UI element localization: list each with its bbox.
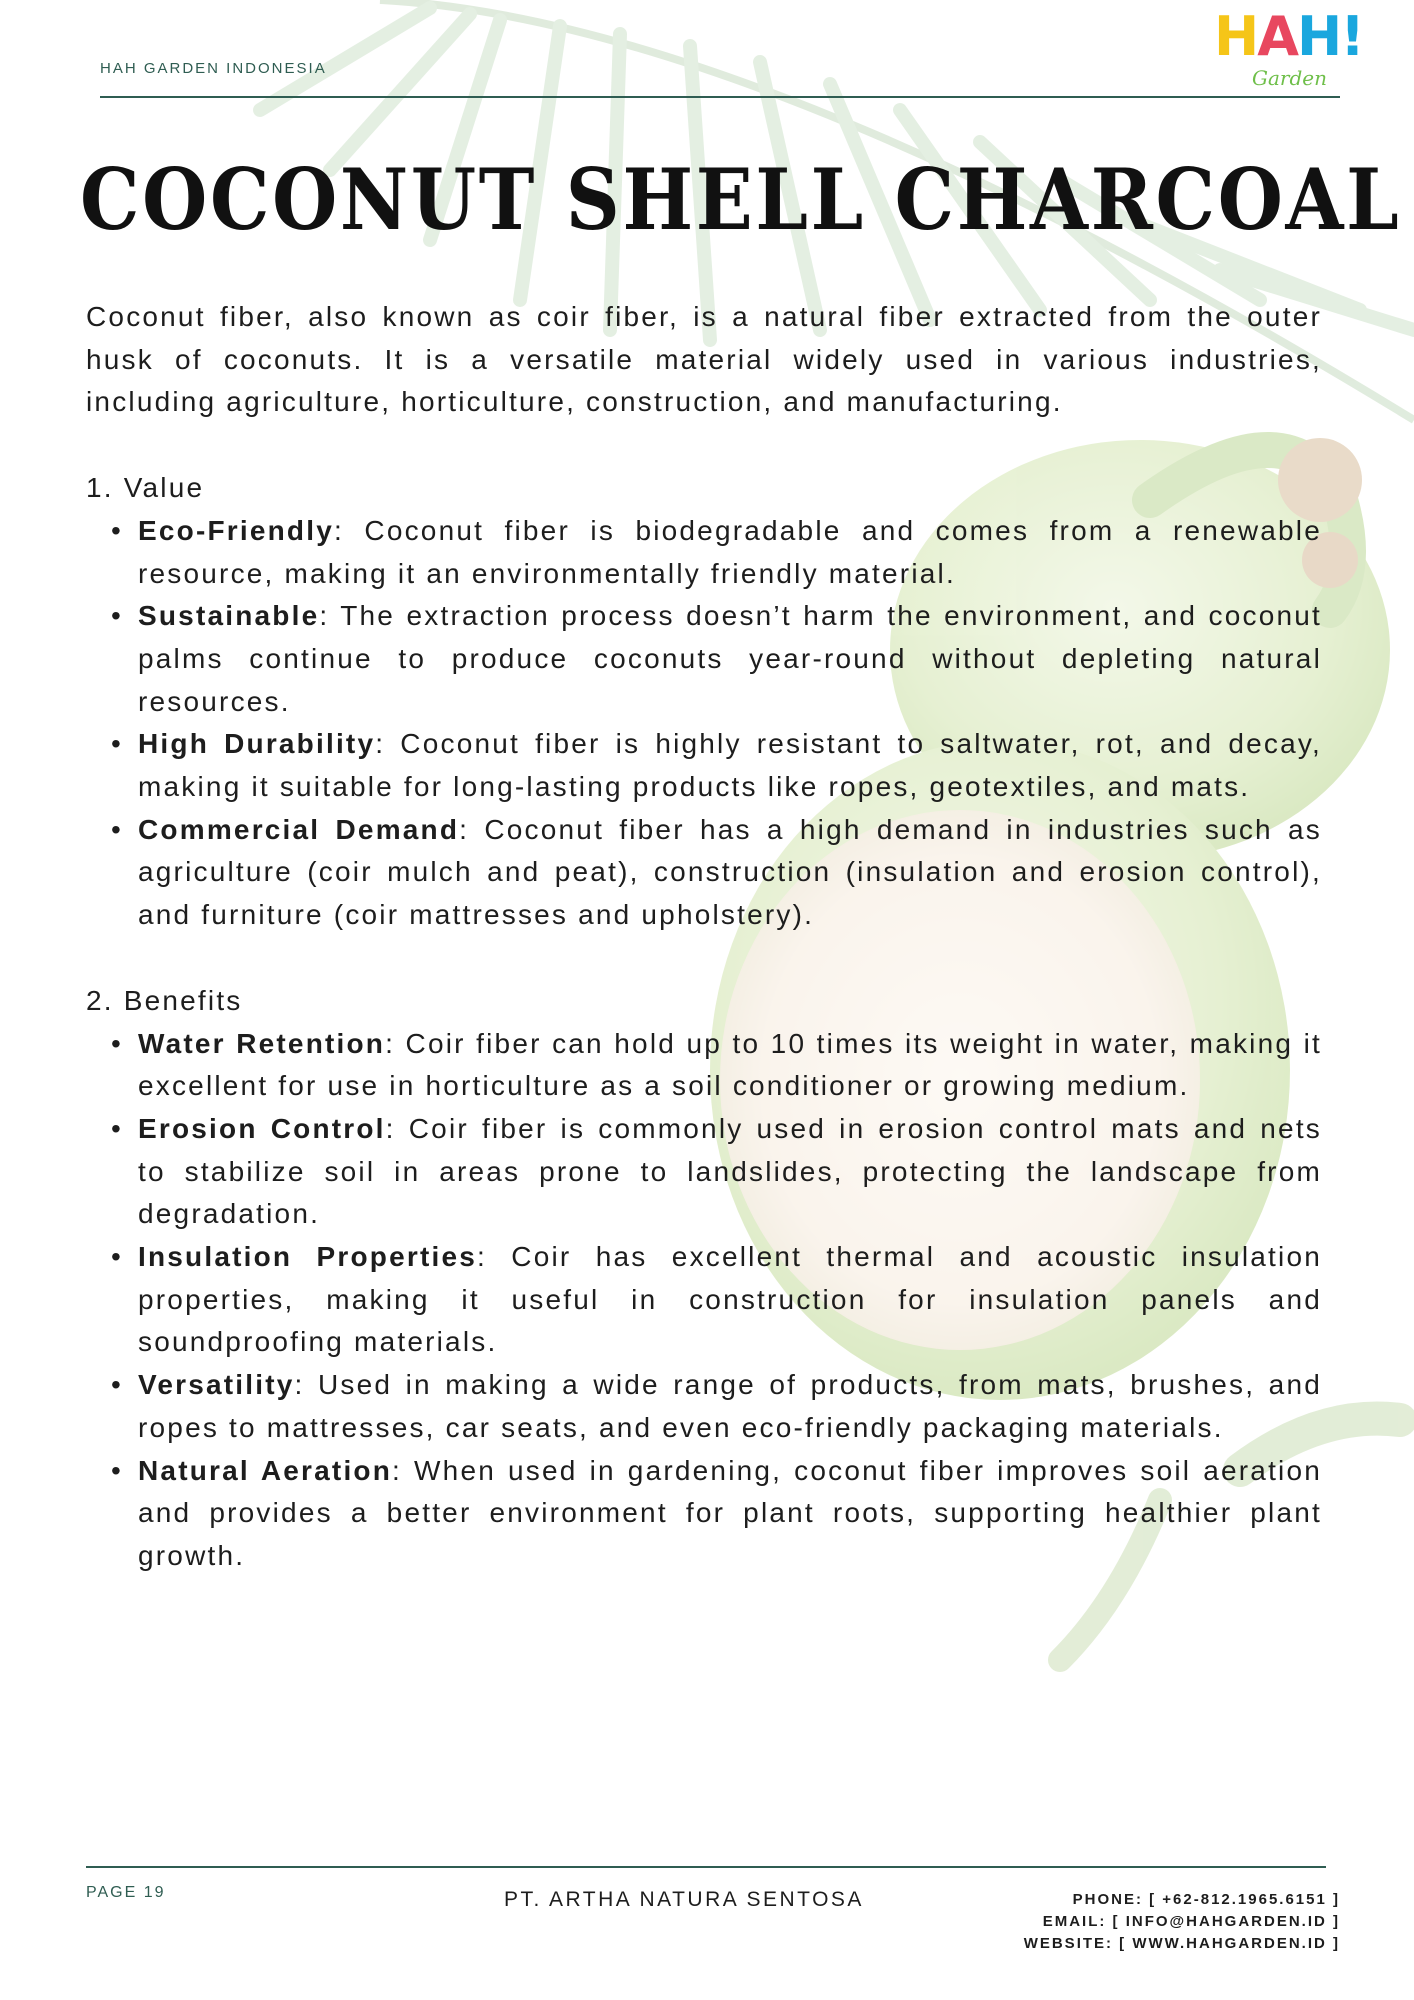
item-term: Insulation Properties bbox=[138, 1241, 478, 1273]
item-text: : Coir fiber is commonly used in erosion control mats and nets to stabilize soil in areas prone to landslides, protecting the landscape from degradation. bbox=[138, 1112, 1322, 1230]
phone-text: PHONE: [ +62-812.1965.6151 ] bbox=[1072, 1891, 1340, 1908]
bullet: • bbox=[111, 1027, 124, 1059]
bullet: • bbox=[111, 514, 124, 546]
list-item bbox=[111, 1450, 1323, 1578]
logo-letter-h: H bbox=[1214, 5, 1258, 68]
logo-letter-a: A bbox=[1257, 5, 1297, 68]
bullet: • bbox=[111, 1241, 124, 1273]
brand-name: HAH GARDEN INDONESIA bbox=[100, 60, 327, 77]
list-item bbox=[111, 1236, 1323, 1364]
item-term: Commercial Demand bbox=[138, 813, 460, 845]
item-text: : Coconut fiber has a high demand in industries such as agriculture (coir mulch and peat), construction (insulation and erosion control), and furniture (coir mattresses and upholstery). bbox=[138, 813, 1323, 931]
benefits-section bbox=[86, 980, 1322, 1578]
item-term: Water Retention bbox=[138, 1027, 386, 1059]
bullet: • bbox=[111, 1112, 124, 1144]
list-item bbox=[111, 1023, 1322, 1108]
list-item bbox=[111, 723, 1323, 808]
logo-subtitle: Garden bbox=[1252, 66, 1327, 90]
item-text: : Used in making a wide range of products, from mats, brushes, and ropes to mattresses, car seats, and even eco-friendly packaging materials. bbox=[138, 1369, 1322, 1443]
item-text: : Coir fiber can hold up to 10 times its weight in water, making it excellent for use in horticulture as a soil conditioner or growing medium. bbox=[138, 1027, 1322, 1102]
item-term: Versatility bbox=[138, 1369, 295, 1401]
bullet: • bbox=[111, 728, 124, 760]
list-item bbox=[111, 510, 1322, 595]
item-text: : Coconut fiber is highly resistant to saltwater, rot, and decay, making it suitable for long-lasting products like ropes, geotextiles, and mats. bbox=[138, 728, 1323, 803]
bullet: • bbox=[111, 1454, 124, 1486]
benefits-list bbox=[86, 1023, 1322, 1578]
bullet: • bbox=[111, 813, 124, 845]
bullet: • bbox=[111, 600, 124, 632]
company-name: PT. ARTHA NATURA SENTOSA bbox=[504, 1888, 864, 1911]
page-number: PAGE 19 bbox=[86, 1884, 166, 1901]
contact-block bbox=[1024, 1889, 1340, 1955]
item-term: Natural Aeration bbox=[138, 1454, 393, 1486]
value-section bbox=[86, 467, 1322, 937]
item-text: : When used in gardening, coconut fiber improves soil aeration and provides a better environment for plant roots, supporting healthier plant growth. bbox=[138, 1454, 1323, 1571]
list-item bbox=[111, 595, 1322, 723]
intro-paragraph: Coconut fiber, also known as coir fiber, is a natural fiber extracted from the outer husk of coconuts. It is a versatile material widely used in various industries, including agriculture, horticulture, construction, and manufacturing. bbox=[86, 301, 1322, 418]
item-term: High Durability bbox=[138, 728, 376, 760]
item-text: : Coir has excellent thermal and acoustic insulation properties, making it useful in construction for insulation panels and soundproofing materials. bbox=[138, 1241, 1323, 1358]
logo-letter-h-exclaim: H! bbox=[1297, 5, 1363, 68]
website-text: WEBSITE: [ WWW.HAHGARDEN.ID ] bbox=[1023, 1935, 1340, 1952]
header-divider bbox=[100, 96, 1340, 98]
item-text: : The extraction process doesn’t harm the environment, and coconut palms continue to produce coconuts year-round without depleting natural resources. bbox=[138, 600, 1322, 717]
page-title: COCONUT SHELL CHARCOAL bbox=[80, 150, 1402, 249]
item-text: : Coconut fiber is biodegradable and comes from a renewable resource, making it an environmentally friendly material. bbox=[138, 514, 1322, 589]
list-item bbox=[111, 809, 1323, 937]
email-text: EMAIL: [ INFO@HAHGARDEN.ID ] bbox=[1042, 1913, 1340, 1930]
item-term: Erosion Control bbox=[138, 1112, 386, 1144]
value-list bbox=[86, 510, 1322, 937]
footer-divider bbox=[86, 1866, 1326, 1868]
item-term: Sustainable bbox=[138, 600, 320, 632]
list-item bbox=[111, 1108, 1322, 1236]
section-heading: 2. Benefits bbox=[86, 984, 243, 1016]
item-term: Eco-Friendly bbox=[138, 514, 334, 546]
bullet: • bbox=[111, 1369, 124, 1401]
main-content bbox=[86, 296, 1322, 1578]
list-item bbox=[111, 1364, 1322, 1449]
section-heading: 1. Value bbox=[86, 472, 205, 504]
hah-garden-logo bbox=[1214, 5, 1363, 98]
